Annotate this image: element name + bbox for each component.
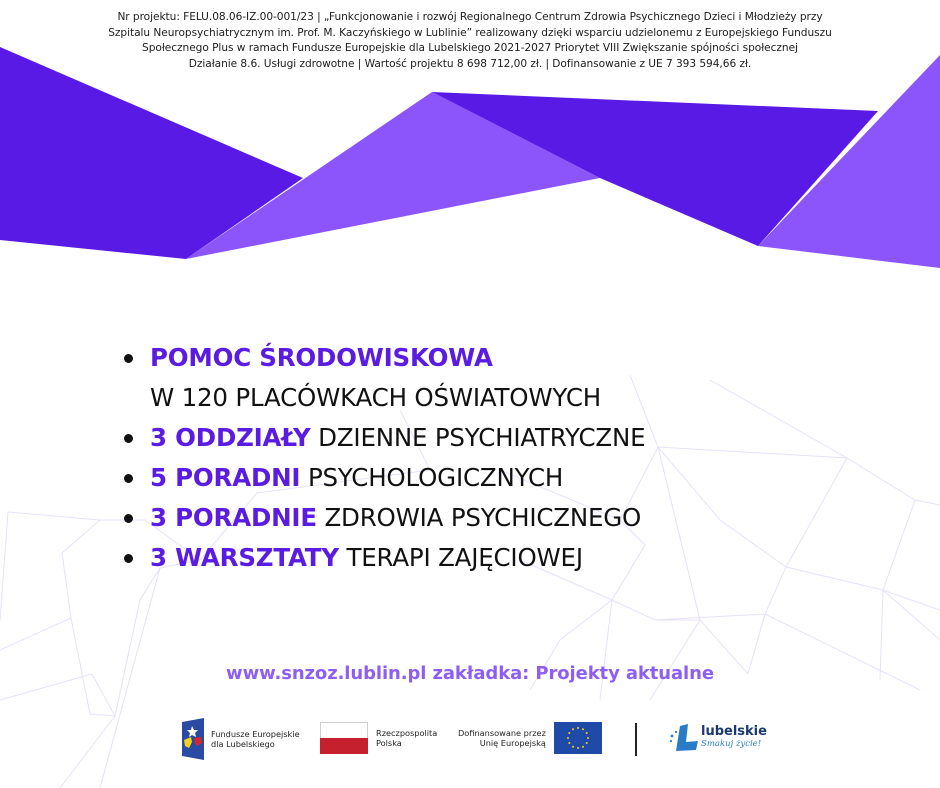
website-link[interactable]: www.snzoz.lublin.pl zakładka: Projekty aktualne <box>226 663 714 684</box>
lubelskie-slogan: Smakuj życie! <box>701 739 762 749</box>
fe-line-1: Fundusze Europejskie <box>211 728 300 739</box>
decorative-ribbon <box>0 47 940 268</box>
lubelskie-logo-icon <box>668 724 698 752</box>
list-item <box>122 418 645 458</box>
funding-logos-bar <box>170 706 770 774</box>
logo-divider <box>635 723 637 756</box>
eu-line-1: Dofinansowane przez <box>458 727 546 738</box>
list-item <box>122 498 645 538</box>
logo-rzeczpospolita-polska <box>320 722 437 754</box>
logo-unia-europejska <box>458 722 602 754</box>
bullet-icon <box>124 354 133 363</box>
project-info-line-3: Społecznego Plus w ramach Fundusze Europejskie dla Lubelskiego 2021-2027 Priorytet VIII Zwiększanie spójności społecznej <box>142 42 798 54</box>
services-list <box>122 338 645 578</box>
list-item-text: DZIENNE PSYCHIATRYCZNE <box>310 423 646 452</box>
project-info-line-1: Nr projektu: FELU.08.06-IZ.00-001/23 | „Funkcjonowanie i rozwój Regionalnego Centrum Zdrowia Psychicznego Dzieci i Młodzieży przy <box>117 11 823 23</box>
list-item-text: PSYCHOLOGICZNYCH <box>300 463 564 492</box>
list-item-highlight: 3 PORADNIE <box>150 503 317 532</box>
list-item-text: ZDROWIA PSYCHICZNEGO <box>316 503 642 532</box>
project-info-line-2: Szpitalu Neuropsychiatrycznym im. Prof. M. Kaczyńskiego w Lublinie” realizowany dzięki wsparciu udzielonemu z Europejskiego Funduszu <box>108 26 832 39</box>
bullet-icon <box>124 474 133 483</box>
fe-line-2: dla Lubelskiego <box>211 739 275 749</box>
list-item-highlight: 3 ODDZIAŁY <box>150 423 311 452</box>
list-item-highlight: 3 WARSZTATY <box>150 543 339 572</box>
list-item-text: TERAPI ZAJĘCIOWEJ <box>338 543 583 572</box>
lubelskie-name: lubelskie <box>701 724 767 739</box>
logo-fundusze-europejskie <box>182 718 300 760</box>
fe-logo-icon <box>182 718 204 760</box>
list-item <box>122 338 645 418</box>
bullet-icon <box>124 554 133 563</box>
polish-flag-icon <box>320 722 368 754</box>
list-item <box>122 458 645 498</box>
list-item-highlight: 5 PORADNI <box>150 463 301 492</box>
list-item <box>122 538 645 578</box>
list-item-highlight: POMOC ŚRODOWISKOWA <box>150 343 493 372</box>
list-item-continuation: W 120 PLACÓWKACH OŚWIATOWYCH <box>150 383 601 412</box>
bullet-icon <box>124 514 133 523</box>
eu-line-2: Unię Europejską <box>479 738 546 748</box>
rp-line-2: Polska <box>376 738 402 748</box>
bullet-icon <box>124 434 133 443</box>
eu-flag-icon <box>554 722 602 754</box>
rp-line-1: Rzeczpospolita <box>376 727 438 738</box>
project-info-header <box>30 10 910 72</box>
project-info-line-4: Działanie 8.6. Usługi zdrowotne | Wartość projektu 8 698 712,00 zł. | Dofinansowanie z UE 7 393 594,66 zł. <box>188 57 752 70</box>
logo-lubelskie <box>668 724 767 752</box>
